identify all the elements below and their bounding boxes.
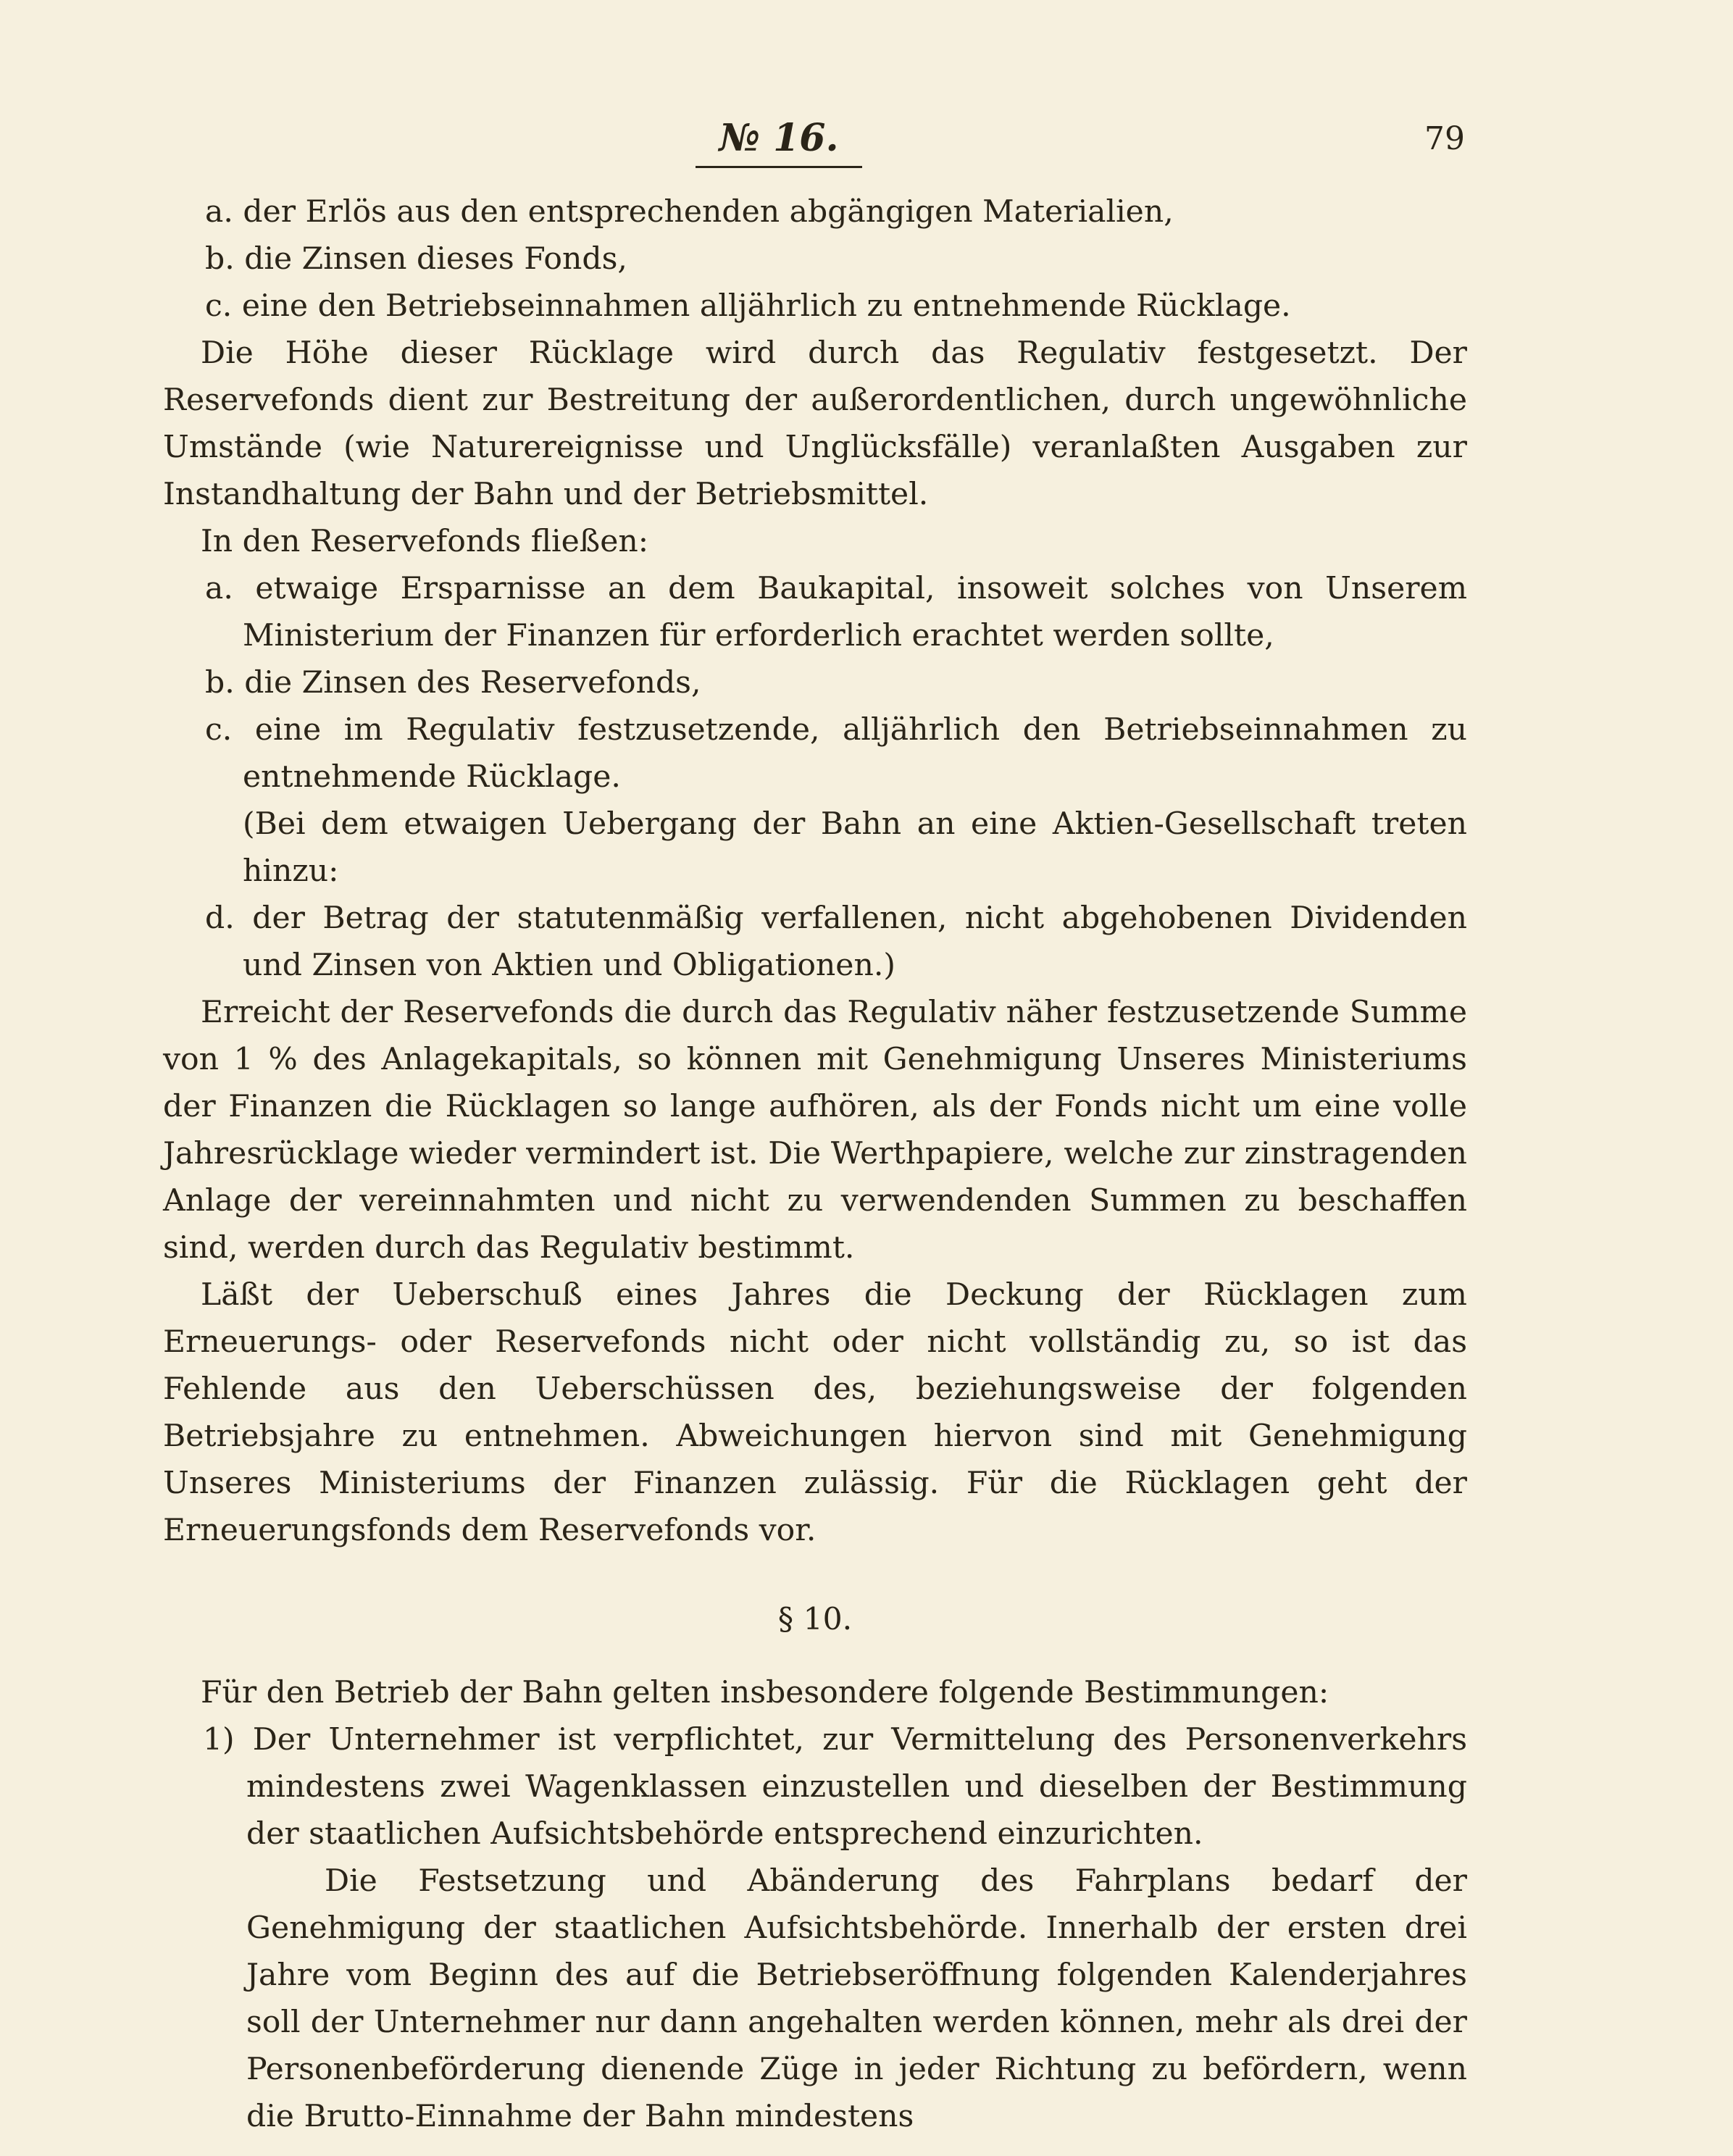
list-item: c. eine im Regulativ festzusetzende, alljährlich den Betriebseinnahmen zu entnehmende Rücklage. bbox=[205, 712, 1467, 795]
numbered-item-paragraph: Die Festsetzung und Abänderung des Fahrplans bedarf der Genehmigung der staatlichen Aufsichtsbehörde. Innerhalb der ersten drei Jahre vom Beginn des auf die Betriebseröffnung folgenden Kalenderjahres soll der Unternehmer nur dann angehalten werden können, mehr als drei der Personenbeförderung dienende Züge in jeder Richtung zu befördern, wenn die Brutto-Einnahme der Bahn mindestens bbox=[246, 1863, 1467, 2134]
page-body bbox=[163, 188, 1467, 2140]
paragraph: Erreicht der Reservefonds die durch das Regulativ näher festzusetzende Summe von 1 % des Anlagekapitals, so können mit Genehmigung Unseres Ministeriums der Finanzen die Rücklagen so lange aufhören, als der Fonds nicht um eine volle Jahresrücklage wieder vermindert ist. Die Werthpapiere, welche zur zinstragenden Anlage der vereinnahmten und nicht zu verwendenden Summen zu beschaffen sind, werden durch das Regulativ bestimmt. bbox=[163, 995, 1467, 1266]
paragraph: Für den Betrieb der Bahn gelten insbesondere folgende Bestimmungen: bbox=[201, 1675, 1329, 1710]
paragraph: Die Höhe dieser Rücklage wird durch das Regulativ festgesetzt. Der Reservefonds dient zur Bestreitung der außerordentlichen, durch ungewöhnliche Umstände (wie Naturereignisse und Unglücksfälle) veranlaßten Ausgaben zur Instandhaltung der Bahn und der Betriebsmittel. bbox=[163, 335, 1467, 512]
paragraph: In den Reservefonds fließen: bbox=[201, 524, 649, 559]
page-header bbox=[0, 116, 1733, 167]
issue-number: № 16. bbox=[696, 116, 862, 168]
list-note: (Bei dem etwaigen Uebergang der Bahn an eine Aktien-Gesellschaft treten hinzu: bbox=[243, 806, 1467, 889]
list-item: b. die Zinsen des Reservefonds, bbox=[205, 665, 701, 701]
list-item: d. der Betrag der statutenmäßig verfallenen, nicht abgehobenen Dividenden und Zinsen von Aktien und Obligationen.) bbox=[205, 901, 1467, 983]
list-item: a. der Erlös aus den entsprechenden abgängigen Materialien, bbox=[205, 194, 1174, 230]
list-item: c. eine den Betriebseinnahmen alljährlich zu entnehmende Rücklage. bbox=[205, 288, 1291, 324]
section-heading: § 10. bbox=[777, 1602, 853, 1637]
list-item: b. die Zinsen dieses Fonds, bbox=[205, 241, 627, 277]
numbered-item: 1) Der Unternehmer ist verpflichtet, zur Vermittelung des Personenverkehrs mindestens zwei Wagenklassen einzustellen und dieselben der Bestimmung der staatlichen Aufsichtsbehörde entsprechend einzurichten. bbox=[203, 1722, 1467, 1852]
paragraph: Läßt der Ueberschuß eines Jahres die Deckung der Rücklagen zum Erneuerungs- oder Reservefonds nicht oder nicht vollständig zu, so ist das Fehlende aus den Ueberschüssen des, beziehungsweise der folgenden Betriebsjahre zu entnehmen. Abweichungen hiervon sind mit Genehmigung Unseres Ministeriums der Finanzen zulässig. Für die Rücklagen geht der Erneuerungsfonds dem Reservefonds vor. bbox=[163, 1277, 1467, 1548]
page-number: 79 bbox=[1424, 120, 1465, 157]
list-item: a. etwaige Ersparnisse an dem Baukapital, insoweit solches von Unserem Ministerium der Finanzen für erforderlich erachtet werden sollte, bbox=[205, 571, 1467, 653]
